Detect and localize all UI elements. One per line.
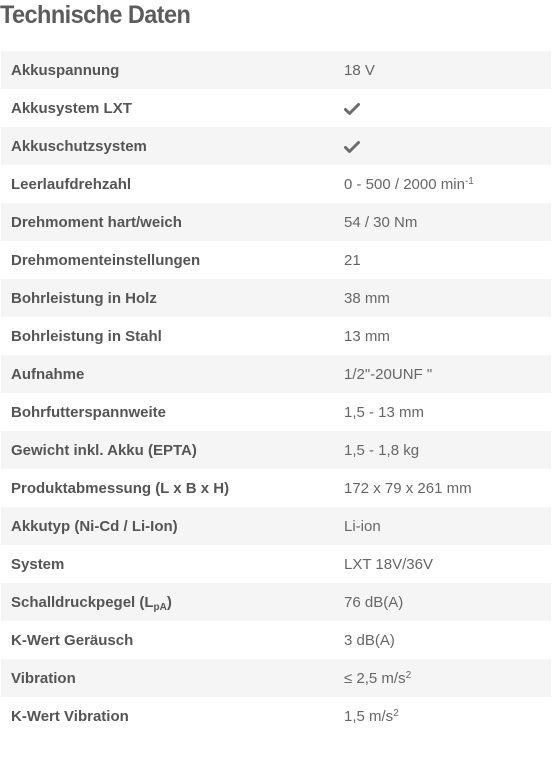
spec-label: Akkutyp (Ni-Cd / Li-Ion) xyxy=(11,517,178,535)
spec-row-system xyxy=(1,545,551,583)
spec-value-superscript: 2 xyxy=(405,669,412,681)
spec-row-akkusystem-lxt xyxy=(1,89,551,127)
spec-value-text: 0 - 500 / 2000 min xyxy=(344,175,465,193)
spec-row-drehmoment xyxy=(1,203,551,241)
spec-label: Akkusystem LXT xyxy=(11,99,132,117)
spec-row-k-wert-geraeusch xyxy=(1,621,551,659)
spec-value: Li-ion xyxy=(344,517,381,535)
spec-label: Bohrfutterspannweite xyxy=(11,403,167,421)
spec-value: 18 V xyxy=(344,61,375,79)
spec-row-k-wert-vibration xyxy=(1,697,551,735)
spec-row-vibration xyxy=(1,659,551,697)
check-icon xyxy=(344,102,360,116)
spec-row-bohrleistung-holz xyxy=(1,279,551,317)
spec-row-bohrfutterspannweite xyxy=(1,393,551,431)
spec-row-akkuspannung xyxy=(1,51,551,89)
spec-value-text: 1,5 m/s xyxy=(344,707,394,725)
spec-label: Leerlaufdrehzahl xyxy=(11,175,132,193)
spec-label: Akkuschutzsystem xyxy=(11,137,147,155)
spec-row-drehmomenteinstellungen xyxy=(1,241,551,279)
spec-label: System xyxy=(11,555,65,573)
spec-value-text: ≤ 2,5 m/s xyxy=(344,669,406,687)
spec-value: 13 mm xyxy=(344,327,390,345)
spec-value-superscript: 2 xyxy=(393,707,399,719)
spec-label: Drehmomenteinstellungen xyxy=(11,251,201,269)
spec-value: 1/2"-20UNF " xyxy=(344,365,433,383)
spec-row-aufnahme xyxy=(1,355,551,393)
spec-value xyxy=(344,138,551,155)
spec-row-akkuschutzsystem xyxy=(1,127,551,165)
spec-label: Gewicht inkl. Akku (EPTA) xyxy=(11,441,197,459)
spec-row-bohrleistung-stahl xyxy=(1,317,551,355)
spec-label: Akkuspannung xyxy=(11,61,120,79)
spec-value xyxy=(344,176,551,193)
spec-value: 54 / 30 Nm xyxy=(344,213,418,231)
spec-label-subscript: pA xyxy=(153,601,167,613)
spec-value: LXT 18V/36V xyxy=(344,555,433,573)
spec-value: 1,5 - 13 mm xyxy=(344,403,425,421)
spec-row-akkutyp xyxy=(1,507,551,545)
spec-label-suffix: ) xyxy=(166,593,172,611)
spec-row-schalldruckpegel xyxy=(1,583,551,621)
spec-table xyxy=(1,51,551,735)
spec-value xyxy=(344,708,551,725)
spec-value xyxy=(344,670,551,687)
spec-label: K-Wert Geräusch xyxy=(11,631,134,649)
spec-label: Bohrleistung in Stahl xyxy=(11,327,162,345)
spec-row-produktabmessung xyxy=(1,469,551,507)
spec-value: 172 x 79 x 261 mm xyxy=(344,479,472,497)
spec-value-superscript: -1 xyxy=(464,175,474,187)
spec-label: Drehmoment hart/weich xyxy=(11,213,182,231)
spec-label-text: Schalldruckpegel (L xyxy=(11,593,154,611)
spec-value: 38 mm xyxy=(344,289,390,307)
check-icon xyxy=(344,140,360,154)
spec-value: 3 dB(A) xyxy=(344,631,395,649)
spec-row-leerlaufdrehzahl xyxy=(1,165,551,203)
spec-label: Bohrleistung in Holz xyxy=(11,289,157,307)
spec-value xyxy=(344,100,551,117)
spec-label xyxy=(1,594,344,611)
spec-value: 21 xyxy=(344,251,361,269)
spec-label: Aufnahme xyxy=(11,365,85,383)
page-title: Technische Daten xyxy=(0,1,191,29)
spec-label: K-Wert Vibration xyxy=(11,707,129,725)
spec-label: Produktabmessung (L x B x H) xyxy=(11,479,230,497)
spec-value: 76 dB(A) xyxy=(344,593,404,611)
spec-value: 1,5 - 1,8 kg xyxy=(344,441,420,459)
spec-row-gewicht xyxy=(1,431,551,469)
spec-label: Vibration xyxy=(11,669,76,687)
